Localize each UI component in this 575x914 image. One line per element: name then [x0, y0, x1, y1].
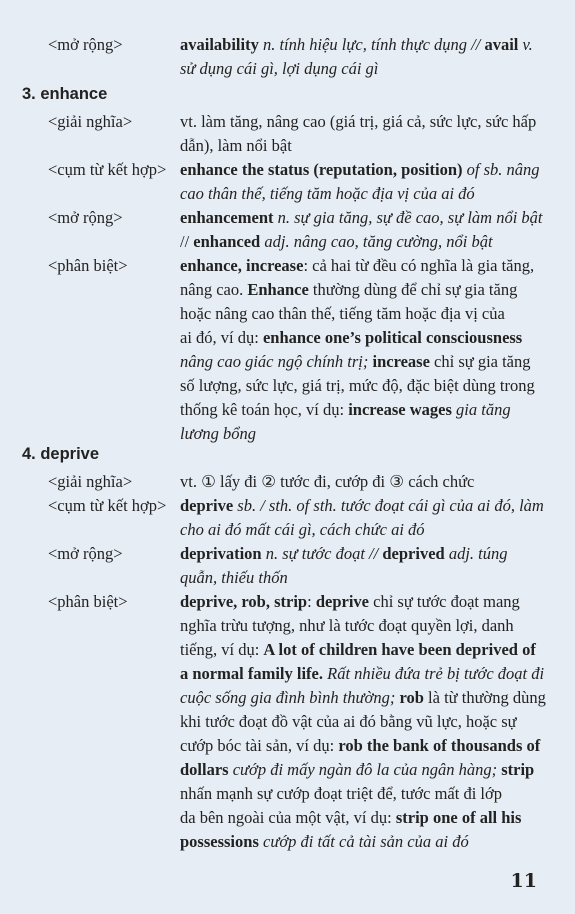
text-run: chỉ sự gia tăng: [429, 352, 531, 371]
text-line: [180, 710, 542, 734]
text-line: [180, 302, 542, 326]
text-run: deprive: [180, 496, 234, 515]
text-run: vt. làm tăng, nâng cao (giá trị, giá cả, sức lực, sức hấp: [180, 112, 537, 131]
text-run: dẫn), làm nổi bật: [180, 136, 292, 155]
text-run: n. sự tước đoạt //: [261, 544, 383, 563]
text-run: vt. ① lấy đi ② tước đi, cướp đi ③ cách chức: [180, 472, 475, 491]
text-run: cướp bóc tài sản, ví dụ:: [180, 736, 339, 755]
text-run: a normal family life.: [180, 664, 323, 683]
text-line: [180, 590, 542, 614]
text-run: deprivation: [180, 544, 262, 563]
entry-label: <phân biệt>: [48, 256, 128, 275]
text-run: thống kê toán học, ví dụ:: [180, 400, 349, 419]
text-run: nhấn mạnh sự cướp đoạt triệt để, tước mất đi lớp: [180, 784, 502, 803]
text-run: v.: [518, 35, 533, 54]
entry-heading: 4. deprive: [22, 445, 100, 463]
text-line: [180, 398, 542, 422]
text-run: avail: [484, 35, 519, 54]
text-run: possessions: [180, 832, 259, 851]
entry-text: [180, 590, 546, 854]
text-run: increase: [372, 352, 430, 371]
text-line: [180, 326, 542, 350]
entry-text: [180, 158, 542, 206]
text-run: khi tước đoạt đồ vật của ai đó bằng vũ lực, hoặc sự: [180, 712, 517, 731]
text-run: Rất nhiều đứa trẻ bị tước đoạt đi: [322, 664, 545, 683]
text-run: n. tính hiệu lực, tính thực dụng //: [258, 35, 485, 54]
entry-label: <phân biệt>: [48, 592, 128, 611]
text-line: [180, 57, 542, 81]
text-run: số lượng, sức lực, giá trị, mức độ, đặc biệt dùng trong: [180, 376, 535, 395]
entry-label: <mở rộng>: [48, 208, 123, 227]
text-run: cướp đi tất cả tài sản của ai đó: [258, 832, 469, 851]
text-run: of sb. nâng: [462, 160, 540, 179]
text-line: [180, 782, 542, 806]
text-run: adj. túng: [444, 544, 508, 563]
text-line: [180, 134, 542, 158]
text-run: enhance the status (reputation, position): [180, 160, 463, 179]
text-run: rob: [399, 688, 424, 707]
text-run: enhancement: [180, 208, 274, 227]
entry-label: <giải nghĩa>: [48, 112, 133, 131]
text-line: [180, 734, 542, 758]
text-run: enhanced: [193, 232, 261, 251]
text-run: enhance, increase: [180, 256, 304, 275]
text-line: [180, 110, 542, 134]
text-run: A lot of children have been deprived of: [263, 640, 536, 659]
text-run: da bên ngoài của một vật, ví dụ:: [180, 808, 396, 827]
text-run: :: [307, 592, 316, 611]
entry-label: <cụm từ kết hợp>: [48, 160, 167, 179]
text-line: [180, 758, 542, 782]
text-line: [180, 33, 542, 57]
text-run: lương bổng: [180, 424, 257, 443]
text-line: [180, 230, 542, 254]
text-run: ai đó, ví dụ:: [180, 328, 263, 347]
text-run: cướp đi mấy ngàn đô la của ngân hàng;: [228, 760, 502, 779]
text-run: strip: [501, 760, 535, 779]
text-line: [180, 662, 545, 686]
entry-text: [180, 254, 542, 446]
text-line: [180, 278, 542, 302]
text-line: [180, 830, 542, 854]
text-run: Enhance: [247, 280, 309, 299]
text-run: availability: [180, 35, 259, 54]
text-run: sử dụng cái gì, lợi dụng cái gì: [180, 59, 379, 78]
text-run: enhance one’s political consciousness: [262, 328, 523, 347]
text-line: [180, 470, 542, 494]
entry-text: [180, 470, 542, 494]
text-line: [180, 182, 542, 206]
text-run: sb. / sth. of sth. tước đoạt cái gì của ai đó, làm: [233, 496, 544, 515]
text-run: nâng cao giác ngộ chính trị;: [180, 352, 373, 371]
entry-text: [180, 542, 542, 590]
text-line: [180, 542, 542, 566]
text-line: [180, 614, 542, 638]
text-line: [180, 254, 542, 278]
entry-label: <cụm từ kết hợp>: [48, 496, 167, 515]
text-run: quẫn, thiếu thốn: [180, 568, 288, 587]
entry-text: [180, 110, 542, 158]
text-run: hoặc nâng cao thân thế, tiếng tăm hoặc địa vị của: [180, 304, 505, 323]
text-line: [180, 638, 542, 662]
text-line: [180, 566, 542, 590]
text-run: dollars: [180, 760, 229, 779]
text-run: n. sự gia tăng, sự đề cao, sự làm nổi bật: [273, 208, 543, 227]
text-line: [180, 422, 542, 446]
page-number: 11: [510, 870, 537, 892]
text-line: [180, 806, 542, 830]
text-line: [180, 494, 542, 518]
text-run: nghĩa trừu tượng, như là tước đoạt quyền lợi, danh: [180, 616, 514, 635]
text-run: là từ thường dùng: [423, 688, 546, 707]
entry-text: [180, 206, 542, 254]
text-run: nâng cao.: [180, 280, 248, 299]
text-run: tiếng, ví dụ:: [180, 640, 264, 659]
text-line: [180, 350, 542, 374]
text-line: [180, 518, 542, 542]
text-run: increase wages: [348, 400, 452, 419]
entry-label: <giải nghĩa>: [48, 472, 133, 491]
text-run: strip one of all his: [395, 808, 522, 827]
entry-text: [180, 494, 542, 542]
text-run: chỉ sự tước đoạt mang: [369, 592, 520, 611]
text-line: [180, 158, 542, 182]
text-line: [180, 374, 542, 398]
text-run: thường dùng để chỉ sự gia tăng: [308, 280, 518, 299]
entry-heading: 3. enhance: [22, 85, 108, 103]
text-run: rob the bank of thousands of: [338, 736, 541, 755]
entry-text: [180, 33, 542, 81]
text-run: : cả hai từ đều có nghĩa là gia tăng,: [303, 256, 535, 275]
text-run: cho ai đó mất cái gì, cách chức ai đó: [180, 520, 425, 539]
text-run: adj. nâng cao, tăng cường, nổi bật: [260, 232, 493, 251]
entry-label: <mở rộng>: [48, 544, 123, 563]
entry-label: <mở rộng>: [48, 35, 123, 54]
text-line: [180, 686, 546, 710]
text-run: cuộc sống gia đình bình thường;: [180, 688, 400, 707]
text-line: [180, 206, 542, 230]
text-run: //: [180, 232, 194, 251]
text-run: deprive: [315, 592, 370, 611]
text-run: cao thân thế, tiếng tăm hoặc địa vị của ai đó: [180, 184, 475, 203]
text-run: deprive, rob, strip: [180, 592, 308, 611]
text-run: gia tăng: [451, 400, 511, 419]
text-run: deprived: [382, 544, 445, 563]
